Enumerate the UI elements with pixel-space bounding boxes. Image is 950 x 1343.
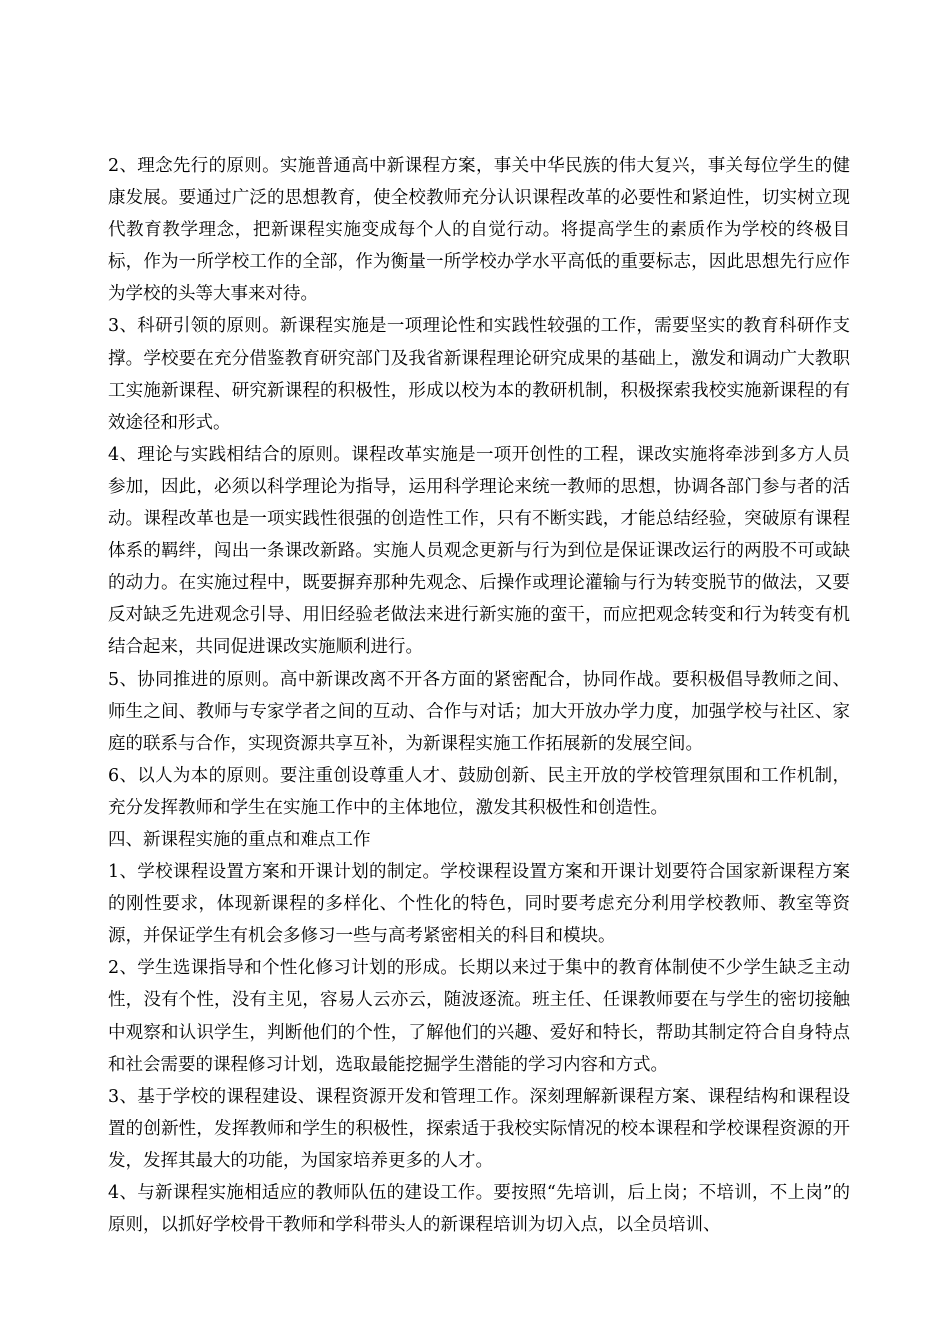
paragraph-task-4: 4、与新课程实施相适应的教师队伍的建设工作。要按照“先培训，后上岗；不培训，不上岗”的原则，以抓好学校骨干教师和学科带头人的新课程培训为切入点，以全员培训、 [108, 1183, 850, 1236]
paragraph-principle-4: 4、理论与实践相结合的原则。课程改革实施是一项开创性的工程，课改实施将牵涉到多方人员参加，因此，必须以科学理论为指导，运用科学理论来统一教师的思想，协调各部门参与者的活动。课程改革也是一项实践性很强的创造性工作，只有不断实践，才能总结经验，突破原有课程体系的羁绊，闯出一条课改新路。实施人员观念更新与行为到位是保证课改运行的两股不可或缺的动力。在实施过程中，既要摒弃那种先观念、后操作或理论灌输与行为转变脱节的做法，又要反对缺乏先进观念引导、用旧经验老做法来进行新实施的蛮干，而应把观念转变和行为转变有机结合起来，共同促进课改实施顺利进行。 [108, 444, 850, 658]
document-page [108, 150, 850, 1241]
paragraph-principle-5: 5、协同推进的原则。高中新课改离不开各方面的紧密配合，协同作战。要积极倡导教师之间、师生之间、教师与专家学者之间的互动、合作与对话；加大开放办学力度，加强学校与社区、家庭的联系与合作，实现资源共享互补，为新课程实施工作拓展新的发展空间。 [108, 669, 850, 754]
paragraph-task-3: 3、基于学校的课程建设、课程资源开发和管理工作。深刻理解新课程方案、课程结构和课程设置的创新性，发挥教师和学生的积极性，探索适于我校实际情况的校本课程和学校课程资源的开发，发挥其最大的功能，为国家培养更多的人才。 [108, 1086, 850, 1171]
paragraph-task-2: 2、学生选课指导和个性化修习计划的形成。长期以来过于集中的教育体制使不少学生缺乏主动性，没有个性，没有主见，容易人云亦云，随波逐流。班主任、任课教师要在与学生的密切接触中观察和认识学生，判断他们的个性，了解他们的兴趣、爱好和特长，帮助其制定符合自身特点和社会需要的课程修习计划，选取最能挖掘学生潜能的学习内容和方式。 [108, 958, 850, 1075]
section-heading: 四、新课程实施的重点和难点工作 [108, 829, 371, 850]
paragraph-principle-2: 2、理念先行的原则。实施普通高中新课程方案，事关中华民族的伟大复兴，事关每位学生的健康发展。要通过广泛的思想教育，使全校教师充分认识课程改革的必要性和紧迫性，切实树立现代教育教学理念，把新课程实施变成每个人的自觉行动。将提高学生的素质作为学校的终极目标，作为一所学校工作的全部，作为衡量一所学校办学水平高低的重要标志，因此思想先行应作为学校的头等大事来对待。 [108, 156, 850, 305]
paragraph-principle-6: 6、以人为本的原则。要注重创设尊重人才、鼓励创新、民主开放的学校管理氛围和工作机制，充分发挥教师和学生在实施工作中的主体地位，激发其积极性和创造性。 [108, 765, 850, 818]
paragraph-task-1: 1、学校课程设置方案和开课计划的制定。学校课程设置方案和开课计划要符合国家新课程方案的刚性要求，体现新课程的多样化、个性化的特色，同时要考虑充分利用学校教师、教室等资源，并保证学生有机会多修习一些与高考紧密相关的科目和模块。 [108, 862, 850, 947]
paragraph-principle-3: 3、科研引领的原则。新课程实施是一项理论性和实践性较强的工作，需要坚实的教育科研作支撑。学校要在充分借鉴教育研究部门及我省新课程理论研究成果的基础上，激发和调动广大教职工实施新课程、研究新课程的积极性，形成以校为本的教研机制，积极探索我校实施新课程的有效途径和形式。 [108, 316, 850, 433]
